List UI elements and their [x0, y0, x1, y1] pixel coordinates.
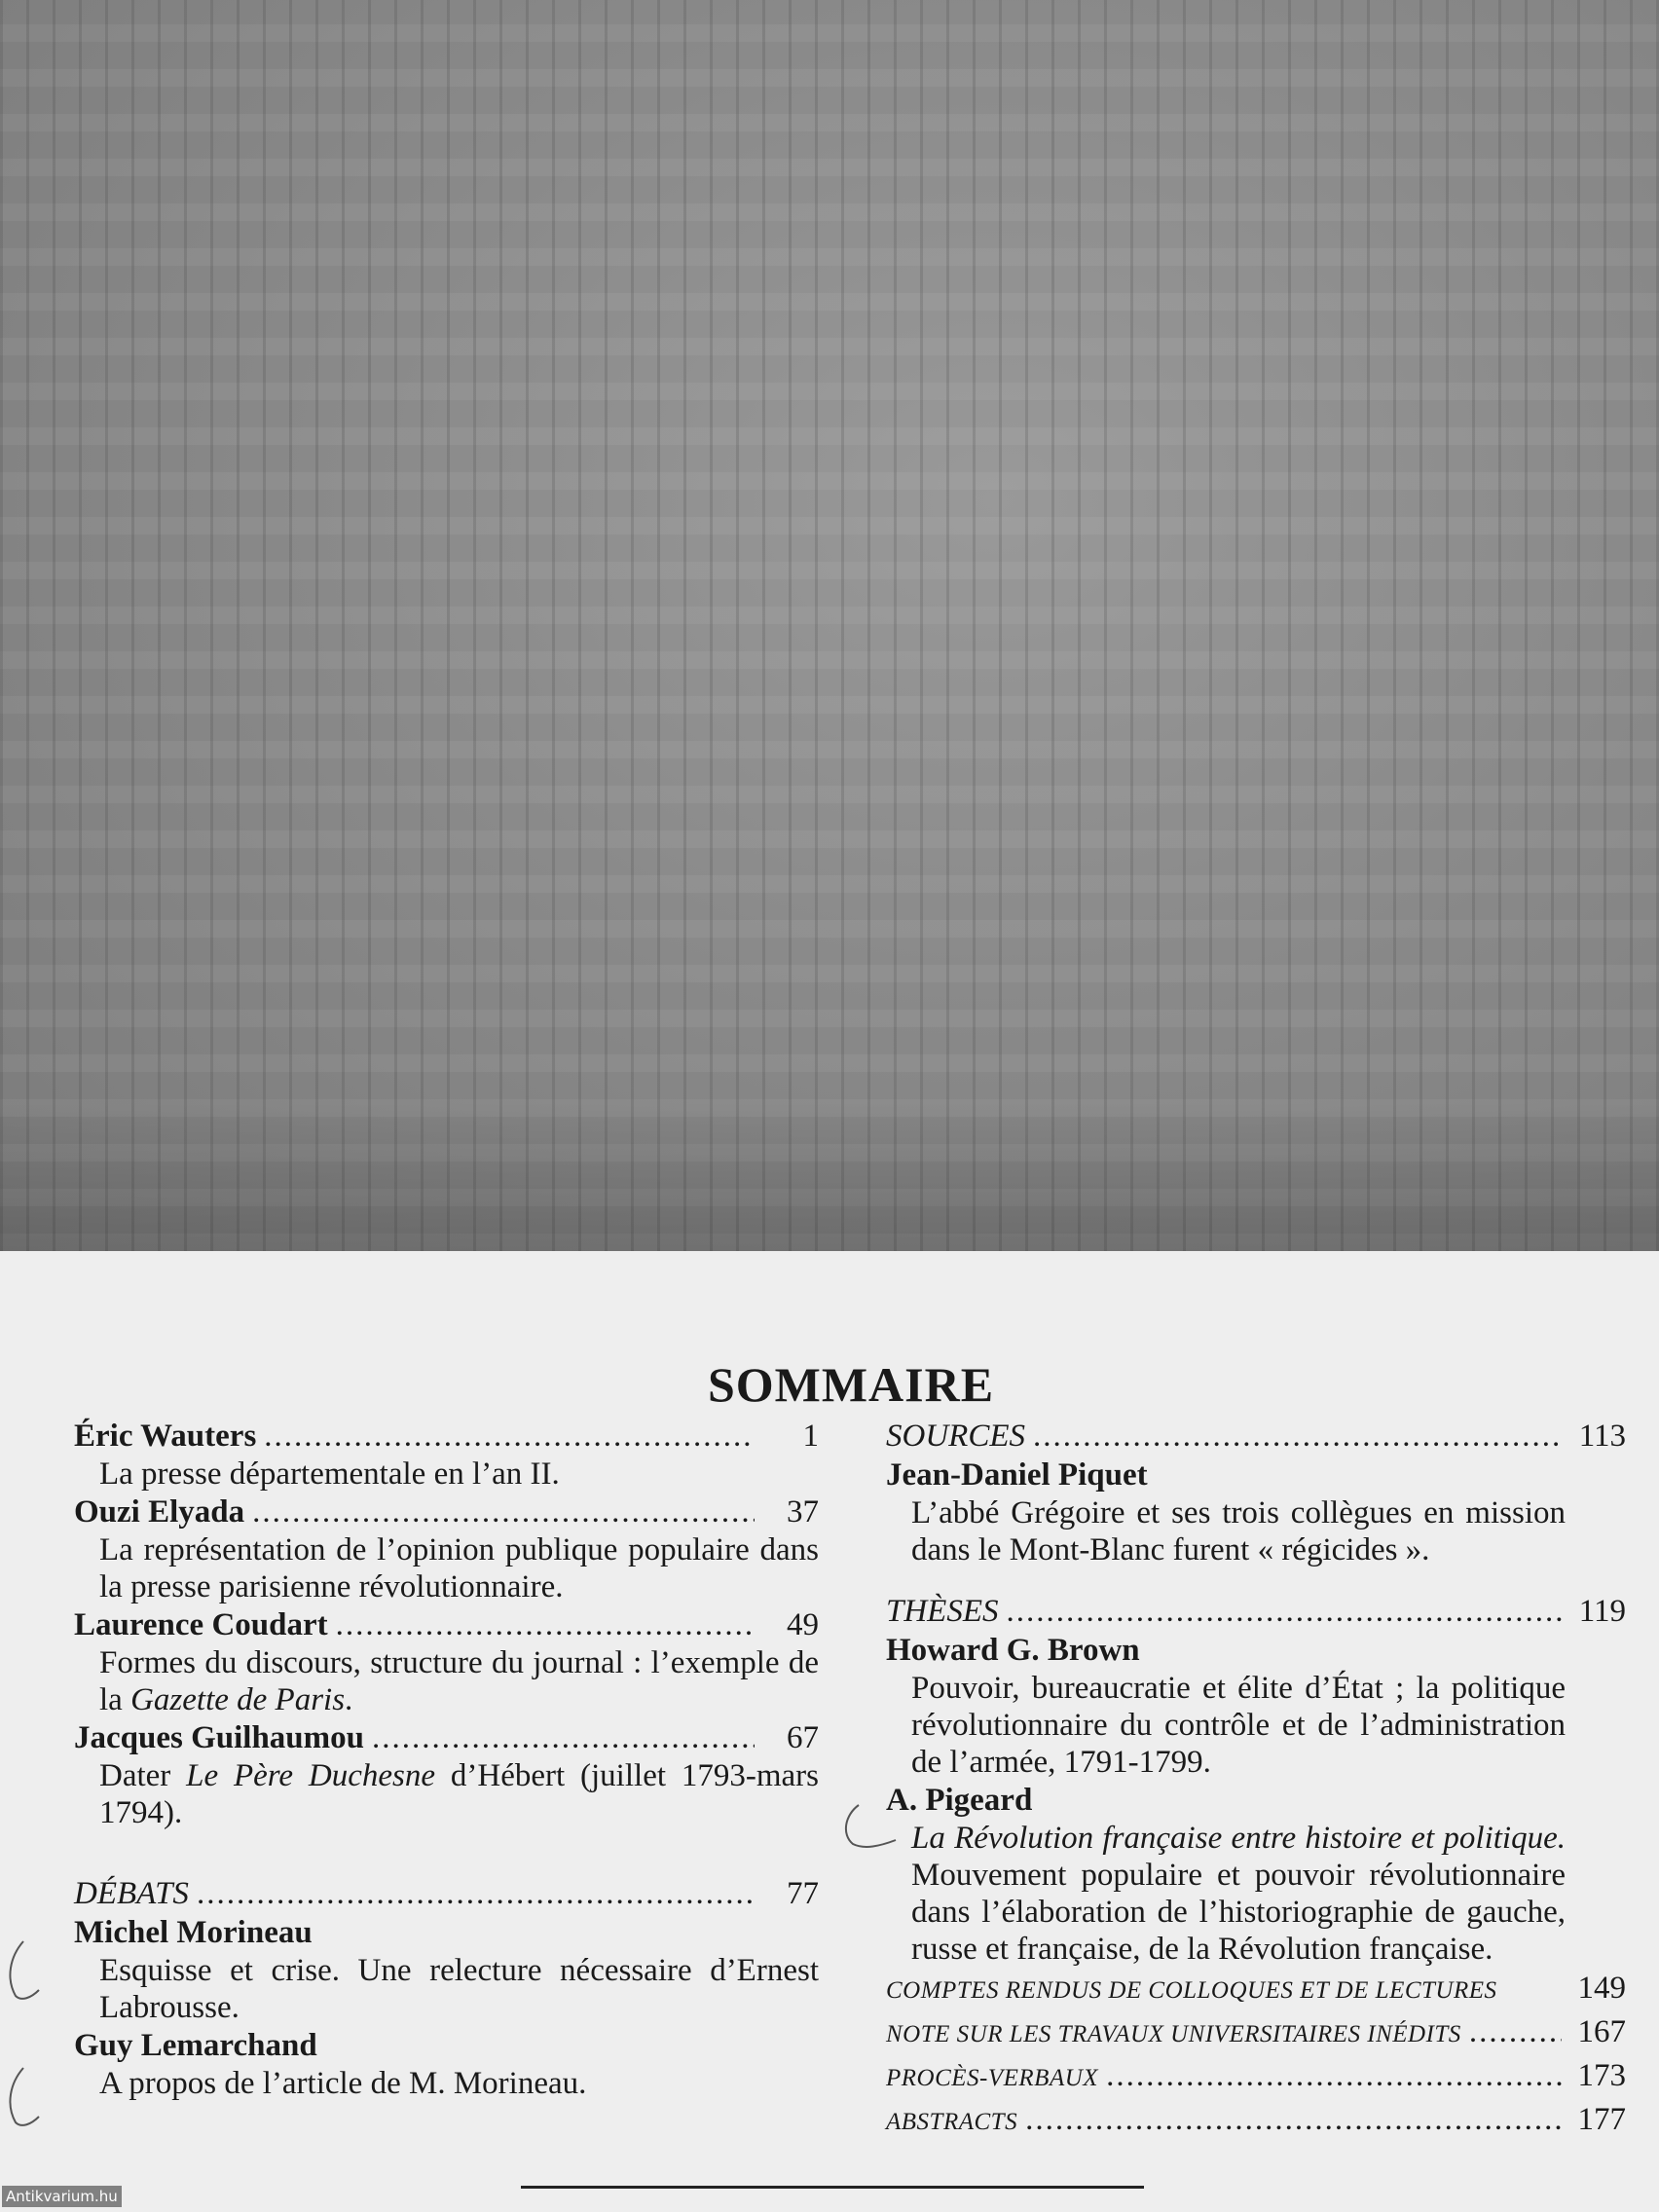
toc-entry-coudart [74, 1605, 819, 1644]
section-label: ABSTRACTS [886, 2109, 1018, 2135]
pencil-check-mark [839, 1801, 898, 1860]
toc-left-column [74, 1417, 819, 2102]
page-number: 77 [787, 1876, 819, 1911]
article-title: L’abbé Grégoire et ses trois collègues en mission dans le Mont-Blanc furent « régicides ». [911, 1495, 1566, 1567]
article-title [886, 1820, 1626, 1968]
dot-leader [1469, 2011, 1562, 2052]
spacer [886, 1568, 1626, 1592]
author-name: Ouzi Elyada [74, 1494, 245, 1530]
spacer [74, 1831, 819, 1874]
author-name: Michel Morineau [74, 1915, 313, 1950]
author-name: Jacques Guilhaumou [74, 1720, 364, 1755]
toc-entry-elyada [74, 1493, 819, 1531]
page-number: 67 [787, 1720, 819, 1755]
page-number: 173 [1577, 2058, 1626, 2093]
contents-page [0, 1251, 1659, 2212]
dot-leader [1025, 2099, 1562, 2140]
author-name: Éric Wauters [74, 1419, 257, 1454]
toc-section-sources [886, 1417, 1626, 1456]
section-label: DÉBATS [74, 1876, 189, 1911]
author-name: Jean-Daniel Piquet [886, 1457, 1148, 1493]
bottom-rule [521, 2186, 1144, 2189]
toc-section-theses [886, 1592, 1626, 1631]
toc-entry-guilhaumou [74, 1718, 819, 1757]
toc-section-abstracts [886, 2099, 1626, 2143]
page-number: 177 [1577, 2102, 1626, 2137]
page-number: 49 [787, 1607, 819, 1642]
dot-leader [1033, 1417, 1562, 1456]
toc-section-note [886, 2011, 1626, 2055]
article-title: A propos de l’article de M. Morineau. [99, 2066, 587, 2101]
dot-leader [1106, 2055, 1562, 2096]
title-text: d’Hébert (juillet 1793-mars 1794). [99, 1758, 819, 1830]
page-number: 113 [1578, 1419, 1626, 1454]
author-name: Howard G. Brown [886, 1633, 1140, 1668]
section-label: COMPTES RENDUS DE COLLOQUES ET DE LECTURES [886, 1977, 1497, 2004]
dot-leader [336, 1605, 755, 1644]
toc-entry-brown [886, 1631, 1626, 1670]
toc-right-column [886, 1417, 1626, 2143]
toc-section-proces-verbaux [886, 2055, 1626, 2099]
section-label: SOURCES [886, 1419, 1025, 1454]
toc-section-debats [74, 1874, 819, 1913]
toc-entry-wauters [74, 1417, 819, 1456]
page-number: 1 [802, 1419, 819, 1454]
toc-entry-pigeard [886, 1781, 1626, 1820]
author-name: Guy Lemarchand [74, 2028, 317, 2063]
article-title: La presse départementale en l’an II. [99, 1456, 560, 1492]
dot-leader [252, 1493, 755, 1531]
article-title: La représentation de l’opinion publique populaire dans la presse parisienne révolutionnaire. [99, 1532, 819, 1604]
article-title: Pouvoir, bureaucratie et élite d’État ; la politique révolutionnaire du contrôle et de l’administration de l’armée, 1791-1799. [911, 1671, 1566, 1780]
title-italic: Gazette de Paris [130, 1682, 346, 1717]
author-name: Laurence Coudart [74, 1607, 328, 1642]
dot-leader [264, 1417, 755, 1456]
toc-entry-morineau [74, 1913, 819, 1952]
article-title [74, 1757, 819, 1831]
page-number: 119 [1578, 1594, 1626, 1629]
page-title: SOMMAIRE [707, 1357, 995, 1412]
title-italic: La Révolution française entre histoire et politique. [911, 1821, 1566, 1856]
title-italic: Le Père Duchesne [186, 1758, 436, 1793]
toc-section-comptes-rendus [886, 1968, 1626, 2011]
toc-entry-lemarchand [74, 2026, 819, 2065]
section-label: THÈSES [886, 1594, 999, 1629]
title-text: Formes du discours, structure du journal : l’exemple de la [99, 1645, 819, 1717]
title-text: Dater [99, 1758, 187, 1793]
page-number: 37 [787, 1494, 819, 1530]
article-title [74, 1644, 819, 1718]
section-label: PROCÈS-VERBAUX [886, 2065, 1099, 2091]
pencil-check-mark [2, 2064, 41, 2132]
title-text: . [345, 1682, 353, 1717]
toc-entry-piquet [886, 1456, 1626, 1494]
title-text: Mouvement populaire et pouvoir révolutionnaire dans l’élaboration de l’historiographie de gauche, russe et française, de la Révolution française. [911, 1858, 1566, 1967]
author-name: A. Pigeard [886, 1783, 1033, 1818]
watermark: Antikvarium.hu [2, 2186, 122, 2207]
pencil-check-mark [2, 1937, 41, 2006]
page-number: 167 [1577, 2014, 1626, 2049]
page-number: 149 [1577, 1971, 1626, 2006]
section-label: NOTE SUR LES TRAVAUX UNIVERSITAIRES INÉDITS [886, 2021, 1461, 2047]
dot-leader [197, 1874, 755, 1913]
dot-leader [372, 1718, 755, 1757]
dot-leader [1007, 1592, 1563, 1631]
article-title: Esquisse et crise. Une relecture nécessaire d’Ernest Labrousse. [99, 1953, 819, 2025]
